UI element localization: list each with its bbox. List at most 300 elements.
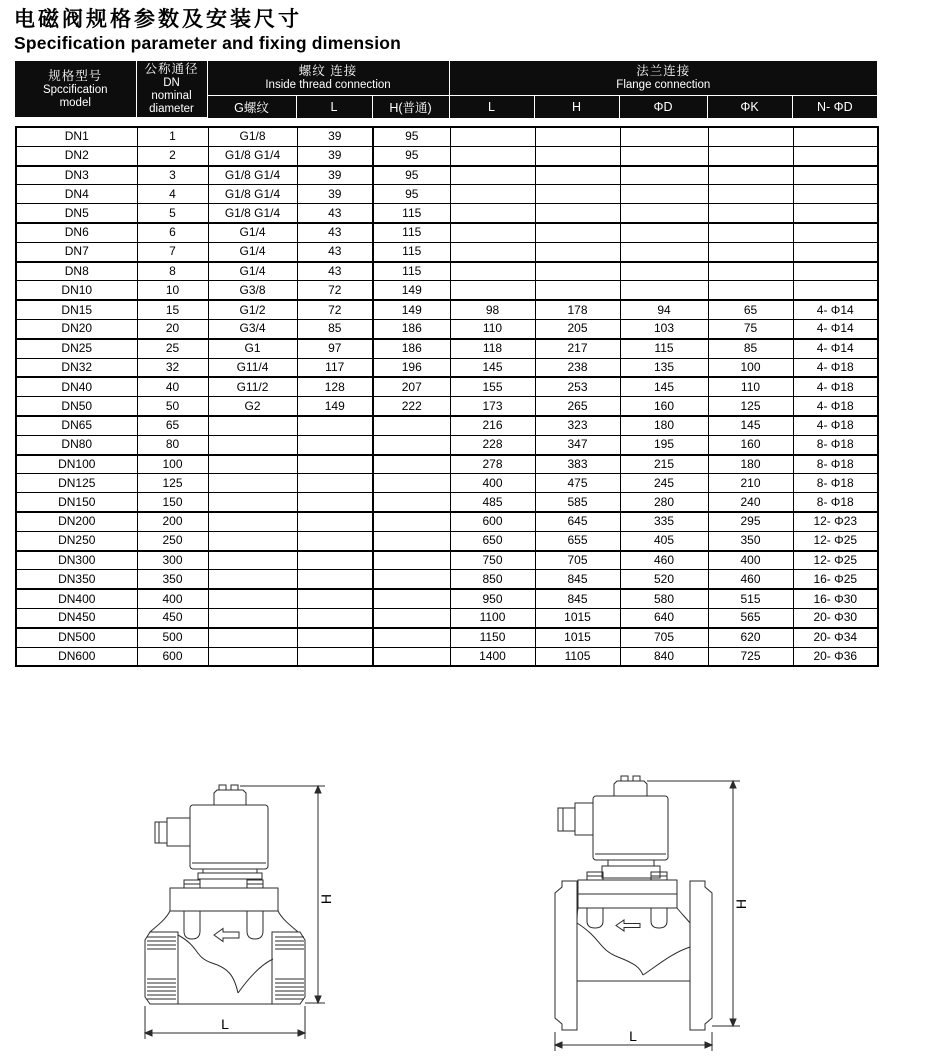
page-title-chinese: 电磁阀规格参数及安装尺寸 — [14, 8, 302, 31]
spec-table-grid — [15, 126, 879, 667]
thread-l-cell: 149 — [297, 397, 373, 416]
model-cell: DN7 — [16, 242, 137, 261]
dn-cell: 80 — [137, 435, 208, 454]
thread-l-cell: 43 — [297, 223, 373, 242]
flange-phik-cell: 295 — [708, 512, 793, 531]
model-cell: DN450 — [16, 608, 137, 627]
thread-l-cell: 43 — [297, 242, 373, 261]
thread-l-cell — [297, 531, 373, 550]
flange-n-phid-cell: 4- Φ18 — [793, 358, 878, 377]
flange-l-cell: 155 — [450, 377, 535, 396]
dn-cell: 3 — [137, 166, 208, 185]
thread-l-cell: 39 — [297, 146, 373, 165]
flange-n-phid-cell — [793, 146, 878, 165]
flange-phid-cell: 180 — [620, 416, 708, 435]
table-row — [16, 185, 878, 204]
thread-h-cell: 115 — [373, 204, 450, 223]
dn-cell: 300 — [137, 551, 208, 570]
flange-phid-cell: 160 — [620, 397, 708, 416]
flange-l-cell: 850 — [450, 570, 535, 589]
thread-h-cell: 186 — [373, 319, 450, 338]
g-thread-cell: G1/8 G1/4 — [208, 146, 297, 165]
dn-cell: 4 — [137, 185, 208, 204]
dn-cell: 400 — [137, 589, 208, 608]
flange-l-cell — [450, 262, 535, 281]
flange-n-phid-cell: 4- Φ18 — [793, 397, 878, 416]
thread-h-cell: 207 — [373, 377, 450, 396]
model-cell: DN300 — [16, 551, 137, 570]
thread-hatch-left — [147, 937, 176, 999]
table-row — [16, 455, 878, 474]
flange-n-phid-cell: 8- Φ18 — [793, 435, 878, 454]
flange-h-cell: 205 — [535, 319, 620, 338]
thread-h-cell — [373, 416, 450, 435]
table-row — [16, 589, 878, 608]
subheader-thread-l: L — [296, 95, 372, 118]
flange-l-cell: 98 — [450, 300, 535, 319]
model-cell: DN80 — [16, 435, 137, 454]
flange-phik-cell — [708, 166, 793, 185]
flange-n-phid-cell: 20- Φ30 — [793, 608, 878, 627]
dn-cell: 15 — [137, 300, 208, 319]
flange-phid-cell: 335 — [620, 512, 708, 531]
table-row — [16, 166, 878, 185]
table-row — [16, 647, 878, 666]
flange-l-cell: 145 — [450, 358, 535, 377]
dn-cell: 50 — [137, 397, 208, 416]
table-row — [16, 474, 878, 493]
flange-phik-cell — [708, 185, 793, 204]
thread-l-cell — [297, 512, 373, 531]
table-row — [16, 204, 878, 223]
g-thread-cell: G2 — [208, 397, 297, 416]
table-row — [16, 339, 878, 358]
model-cell: DN200 — [16, 512, 137, 531]
thread-l-cell — [297, 455, 373, 474]
thread-h-cell — [373, 647, 450, 666]
g-thread-cell: G1/4 — [208, 242, 297, 261]
flange-l-cell: 950 — [450, 589, 535, 608]
flange-phik-cell: 210 — [708, 474, 793, 493]
flange-phik-cell: 515 — [708, 589, 793, 608]
g-thread-cell — [208, 416, 297, 435]
flanged-valve-drawing — [540, 761, 830, 1063]
flange-l-cell: 1400 — [450, 647, 535, 666]
dn-cell: 40 — [137, 377, 208, 396]
flange-h-cell: 347 — [535, 435, 620, 454]
flange-phid-cell: 215 — [620, 455, 708, 474]
g-thread-cell: G1/8 G1/4 — [208, 166, 297, 185]
flange-h-cell: 845 — [535, 589, 620, 608]
thread-h-cell — [373, 435, 450, 454]
flange-h-cell — [535, 281, 620, 300]
dn-cell: 7 — [137, 242, 208, 261]
thread-l-cell: 72 — [297, 281, 373, 300]
model-cell: DN65 — [16, 416, 137, 435]
header-dn: 公称通径 DN nominal diameter — [136, 61, 207, 118]
flange-h-cell: 383 — [535, 455, 620, 474]
thread-l-cell: 128 — [297, 377, 373, 396]
flange-h-cell — [535, 185, 620, 204]
flange-l-cell — [450, 281, 535, 300]
flange-l-cell: 216 — [450, 416, 535, 435]
flange-n-phid-cell — [793, 281, 878, 300]
flange-l-cell — [450, 223, 535, 242]
thread-l-cell — [297, 589, 373, 608]
model-cell: DN5 — [16, 204, 137, 223]
spec-table — [15, 61, 946, 667]
dn-cell: 250 — [137, 531, 208, 550]
thread-h-cell — [373, 493, 450, 512]
thread-h-cell: 222 — [373, 397, 450, 416]
thread-l-cell: 85 — [297, 319, 373, 338]
g-thread-cell: G1/4 — [208, 223, 297, 242]
h-dim-label: H — [318, 894, 334, 905]
flange-n-phid-cell: 4- Φ14 — [793, 319, 878, 338]
g-thread-cell: G1/8 G1/4 — [208, 185, 297, 204]
model-cell: DN3 — [16, 166, 137, 185]
l-dimension-line — [145, 1006, 305, 1039]
header-thread-group: 螺纹 连接 Inside thread connection — [207, 61, 449, 95]
dn-cell: 20 — [137, 319, 208, 338]
flange-l-cell: 1150 — [450, 628, 535, 647]
flange-phik-cell: 240 — [708, 493, 793, 512]
flange-n-phid-cell: 4- Φ14 — [793, 339, 878, 358]
g-thread-cell — [208, 474, 297, 493]
thread-h-cell: 196 — [373, 358, 450, 377]
flange-phik-cell — [708, 262, 793, 281]
dn-cell: 500 — [137, 628, 208, 647]
valve-bonnet — [170, 869, 278, 939]
flange-h-cell — [535, 166, 620, 185]
table-row — [16, 435, 878, 454]
flange-l-cell — [450, 185, 535, 204]
flange-l-cell — [450, 127, 535, 146]
g-thread-cell: G1/4 — [208, 262, 297, 281]
flange-phid-cell: 280 — [620, 493, 708, 512]
thread-h-cell — [373, 628, 450, 647]
h-dim-label: H — [733, 899, 749, 910]
flange-phik-cell: 565 — [708, 608, 793, 627]
flange-phik-cell: 100 — [708, 358, 793, 377]
dn-cell: 1 — [137, 127, 208, 146]
flange-phik-cell: 65 — [708, 300, 793, 319]
dn-cell: 25 — [137, 339, 208, 358]
flange-n-phid-cell: 4- Φ14 — [793, 300, 878, 319]
subheader-flange-l: L — [449, 95, 534, 118]
flange-phik-cell — [708, 242, 793, 261]
table-row — [16, 377, 878, 396]
thread-l-cell: 72 — [297, 300, 373, 319]
thread-h-cell: 149 — [373, 281, 450, 300]
model-cell: DN20 — [16, 319, 137, 338]
table-row — [16, 416, 878, 435]
valve-body — [145, 911, 305, 1004]
g-thread-cell: G11/4 — [208, 358, 297, 377]
flange-l-cell: 1100 — [450, 608, 535, 627]
thread-h-cell: 115 — [373, 262, 450, 281]
flange-phik-cell: 350 — [708, 531, 793, 550]
flange-h-cell — [535, 127, 620, 146]
table-row — [16, 319, 878, 338]
model-cell: DN125 — [16, 474, 137, 493]
dn-cell: 2 — [137, 146, 208, 165]
g-thread-cell — [208, 531, 297, 550]
flange-n-phid-cell: 16- Φ25 — [793, 570, 878, 589]
table-row — [16, 242, 878, 261]
thread-l-cell — [297, 474, 373, 493]
threaded-valve-drawing — [128, 765, 343, 1063]
model-cell: DN4 — [16, 185, 137, 204]
flange-h-cell: 178 — [535, 300, 620, 319]
l-dim-label: L — [221, 1016, 229, 1033]
dn-cell: 8 — [137, 262, 208, 281]
model-cell: DN350 — [16, 570, 137, 589]
flange-phid-cell: 460 — [620, 551, 708, 570]
flange-phid-cell: 135 — [620, 358, 708, 377]
dn-cell: 100 — [137, 455, 208, 474]
flange-phik-cell: 145 — [708, 416, 793, 435]
g-thread-cell — [208, 570, 297, 589]
flange-l-cell: 485 — [450, 493, 535, 512]
flange-phid-cell: 405 — [620, 531, 708, 550]
table-row — [16, 223, 878, 242]
flange-l-cell — [450, 166, 535, 185]
flange-n-phid-cell: 12- Φ25 — [793, 551, 878, 570]
g-thread-cell — [208, 647, 297, 666]
dn-cell: 150 — [137, 493, 208, 512]
thread-l-cell — [297, 628, 373, 647]
coil-connector — [167, 818, 190, 846]
thread-l-cell — [297, 551, 373, 570]
flange-l-cell: 173 — [450, 397, 535, 416]
dn-cell: 32 — [137, 358, 208, 377]
flange-h-cell: 265 — [535, 397, 620, 416]
g-thread-cell — [208, 493, 297, 512]
flange-n-phid-cell — [793, 223, 878, 242]
g-thread-cell — [208, 608, 297, 627]
table-row — [16, 512, 878, 531]
dn-cell: 350 — [137, 570, 208, 589]
thread-h-cell: 186 — [373, 339, 450, 358]
flange-n-phid-cell — [793, 166, 878, 185]
model-cell: DN500 — [16, 628, 137, 647]
thread-l-cell — [297, 435, 373, 454]
thread-h-cell — [373, 551, 450, 570]
solenoid-coil — [155, 785, 268, 869]
thread-l-cell — [297, 647, 373, 666]
table-row — [16, 628, 878, 647]
flange-phik-cell: 75 — [708, 319, 793, 338]
flange-phid-cell — [620, 127, 708, 146]
dn-cell: 125 — [137, 474, 208, 493]
subheader-flange-n-phid: N- ΦD — [792, 95, 877, 118]
table-row — [16, 358, 878, 377]
thread-hatch-right — [275, 937, 304, 999]
model-cell: DN600 — [16, 647, 137, 666]
g-thread-cell — [208, 551, 297, 570]
table-row — [16, 531, 878, 550]
thread-h-cell: 95 — [373, 127, 450, 146]
flange-l-cell: 118 — [450, 339, 535, 358]
dn-cell: 65 — [137, 416, 208, 435]
g-thread-cell: G1 — [208, 339, 297, 358]
flange-n-phid-cell: 20- Φ36 — [793, 647, 878, 666]
l-dim-label: L — [629, 1028, 637, 1045]
flange-phid-cell: 103 — [620, 319, 708, 338]
flange-h-cell: 655 — [535, 531, 620, 550]
flange-phid-cell — [620, 262, 708, 281]
solenoid-coil — [558, 776, 668, 860]
flange-phik-cell: 160 — [708, 435, 793, 454]
flange-l-cell — [450, 242, 535, 261]
flange-phid-cell: 840 — [620, 647, 708, 666]
flange-h-cell: 475 — [535, 474, 620, 493]
thread-l-cell — [297, 608, 373, 627]
g-thread-cell: G11/2 — [208, 377, 297, 396]
table-row — [16, 397, 878, 416]
model-cell: DN2 — [16, 146, 137, 165]
h-dimension-line — [240, 786, 334, 1003]
flow-arrow-icon — [214, 929, 239, 942]
flange-n-phid-cell: 8- Φ18 — [793, 493, 878, 512]
h-dimension-line — [647, 781, 749, 1026]
flange-phid-cell: 115 — [620, 339, 708, 358]
spec-table-header — [15, 61, 877, 118]
model-cell: DN6 — [16, 223, 137, 242]
model-cell: DN250 — [16, 531, 137, 550]
flange-phid-cell: 580 — [620, 589, 708, 608]
g-thread-cell: G3/8 — [208, 281, 297, 300]
model-cell: DN1 — [16, 127, 137, 146]
title-block — [0, 0, 946, 55]
flange-phik-cell: 460 — [708, 570, 793, 589]
model-cell: DN40 — [16, 377, 137, 396]
subheader-flange-phik: ΦK — [707, 95, 792, 118]
thread-h-cell: 149 — [373, 300, 450, 319]
valve-bonnet — [578, 860, 677, 928]
flange-n-phid-cell: 12- Φ23 — [793, 512, 878, 531]
thread-h-cell: 115 — [373, 242, 450, 261]
thread-l-cell: 39 — [297, 166, 373, 185]
flange-h-cell: 253 — [535, 377, 620, 396]
page-title-english: Specification parameter and fixing dimension — [14, 33, 402, 53]
subheader-g-thread: G螺纹 — [207, 95, 296, 118]
flange-l-cell: 650 — [450, 531, 535, 550]
model-cell: DN10 — [16, 281, 137, 300]
subheader-flange-h: H — [534, 95, 619, 118]
flow-arrow-icon — [616, 920, 640, 931]
flange-phik-cell: 180 — [708, 455, 793, 474]
flange-phik-cell — [708, 127, 793, 146]
flange-l-cell: 400 — [450, 474, 535, 493]
thread-l-cell: 39 — [297, 127, 373, 146]
thread-h-cell — [373, 589, 450, 608]
table-row — [16, 262, 878, 281]
thread-h-cell — [373, 455, 450, 474]
model-cell: DN15 — [16, 300, 137, 319]
flange-phik-cell: 400 — [708, 551, 793, 570]
flange-phid-cell — [620, 146, 708, 165]
valve-body — [555, 881, 712, 1030]
model-cell: DN50 — [16, 397, 137, 416]
g-thread-cell: G1/2 — [208, 300, 297, 319]
flange-l-cell: 750 — [450, 551, 535, 570]
flange-phid-cell — [620, 242, 708, 261]
thread-l-cell: 43 — [297, 204, 373, 223]
dn-cell: 600 — [137, 647, 208, 666]
flange-phid-cell — [620, 204, 708, 223]
flange-h-cell — [535, 262, 620, 281]
flange-l-cell — [450, 204, 535, 223]
flange-l-cell: 228 — [450, 435, 535, 454]
flange-phid-cell — [620, 223, 708, 242]
flange-phid-cell: 640 — [620, 608, 708, 627]
flange-h-cell: 705 — [535, 551, 620, 570]
thread-l-cell — [297, 416, 373, 435]
flange-h-cell: 217 — [535, 339, 620, 358]
flange-phik-cell: 85 — [708, 339, 793, 358]
thread-h-cell — [373, 570, 450, 589]
flange-phid-cell: 94 — [620, 300, 708, 319]
thread-h-cell — [373, 608, 450, 627]
flange-phid-cell — [620, 185, 708, 204]
flange-phik-cell: 125 — [708, 397, 793, 416]
flange-phid-cell: 705 — [620, 628, 708, 647]
flange-n-phid-cell: 16- Φ30 — [793, 589, 878, 608]
flange-h-cell — [535, 242, 620, 261]
flange-h-cell — [535, 223, 620, 242]
thread-h-cell: 95 — [373, 166, 450, 185]
dn-cell: 200 — [137, 512, 208, 531]
thread-l-cell: 97 — [297, 339, 373, 358]
model-cell: DN8 — [16, 262, 137, 281]
g-thread-cell: G1/8 G1/4 — [208, 204, 297, 223]
thread-l-cell — [297, 570, 373, 589]
flange-n-phid-cell — [793, 204, 878, 223]
model-cell: DN400 — [16, 589, 137, 608]
thread-h-cell: 115 — [373, 223, 450, 242]
drawings-section — [0, 667, 946, 1063]
flange-phid-cell: 245 — [620, 474, 708, 493]
thread-h-cell — [373, 474, 450, 493]
flange-n-phid-cell: 4- Φ18 — [793, 416, 878, 435]
thread-l-cell: 43 — [297, 262, 373, 281]
dn-cell: 5 — [137, 204, 208, 223]
flange-h-cell: 585 — [535, 493, 620, 512]
flange-n-phid-cell — [793, 242, 878, 261]
thread-h-cell — [373, 531, 450, 550]
flange-phik-cell — [708, 223, 793, 242]
g-thread-cell — [208, 512, 297, 531]
flange-h-cell: 645 — [535, 512, 620, 531]
thread-l-cell: 117 — [297, 358, 373, 377]
flange-h-cell: 323 — [535, 416, 620, 435]
g-thread-cell: G3/4 — [208, 319, 297, 338]
table-row — [16, 570, 878, 589]
flange-l-cell: 110 — [450, 319, 535, 338]
flange-h-cell: 1105 — [535, 647, 620, 666]
flange-n-phid-cell: 12- Φ25 — [793, 531, 878, 550]
thread-h-cell — [373, 512, 450, 531]
flange-h-cell — [535, 204, 620, 223]
dn-cell: 450 — [137, 608, 208, 627]
flange-phik-cell: 110 — [708, 377, 793, 396]
flange-n-phid-cell: 8- Φ18 — [793, 455, 878, 474]
subheader-thread-h: H(普通) — [372, 95, 449, 118]
table-row — [16, 551, 878, 570]
g-thread-cell — [208, 589, 297, 608]
